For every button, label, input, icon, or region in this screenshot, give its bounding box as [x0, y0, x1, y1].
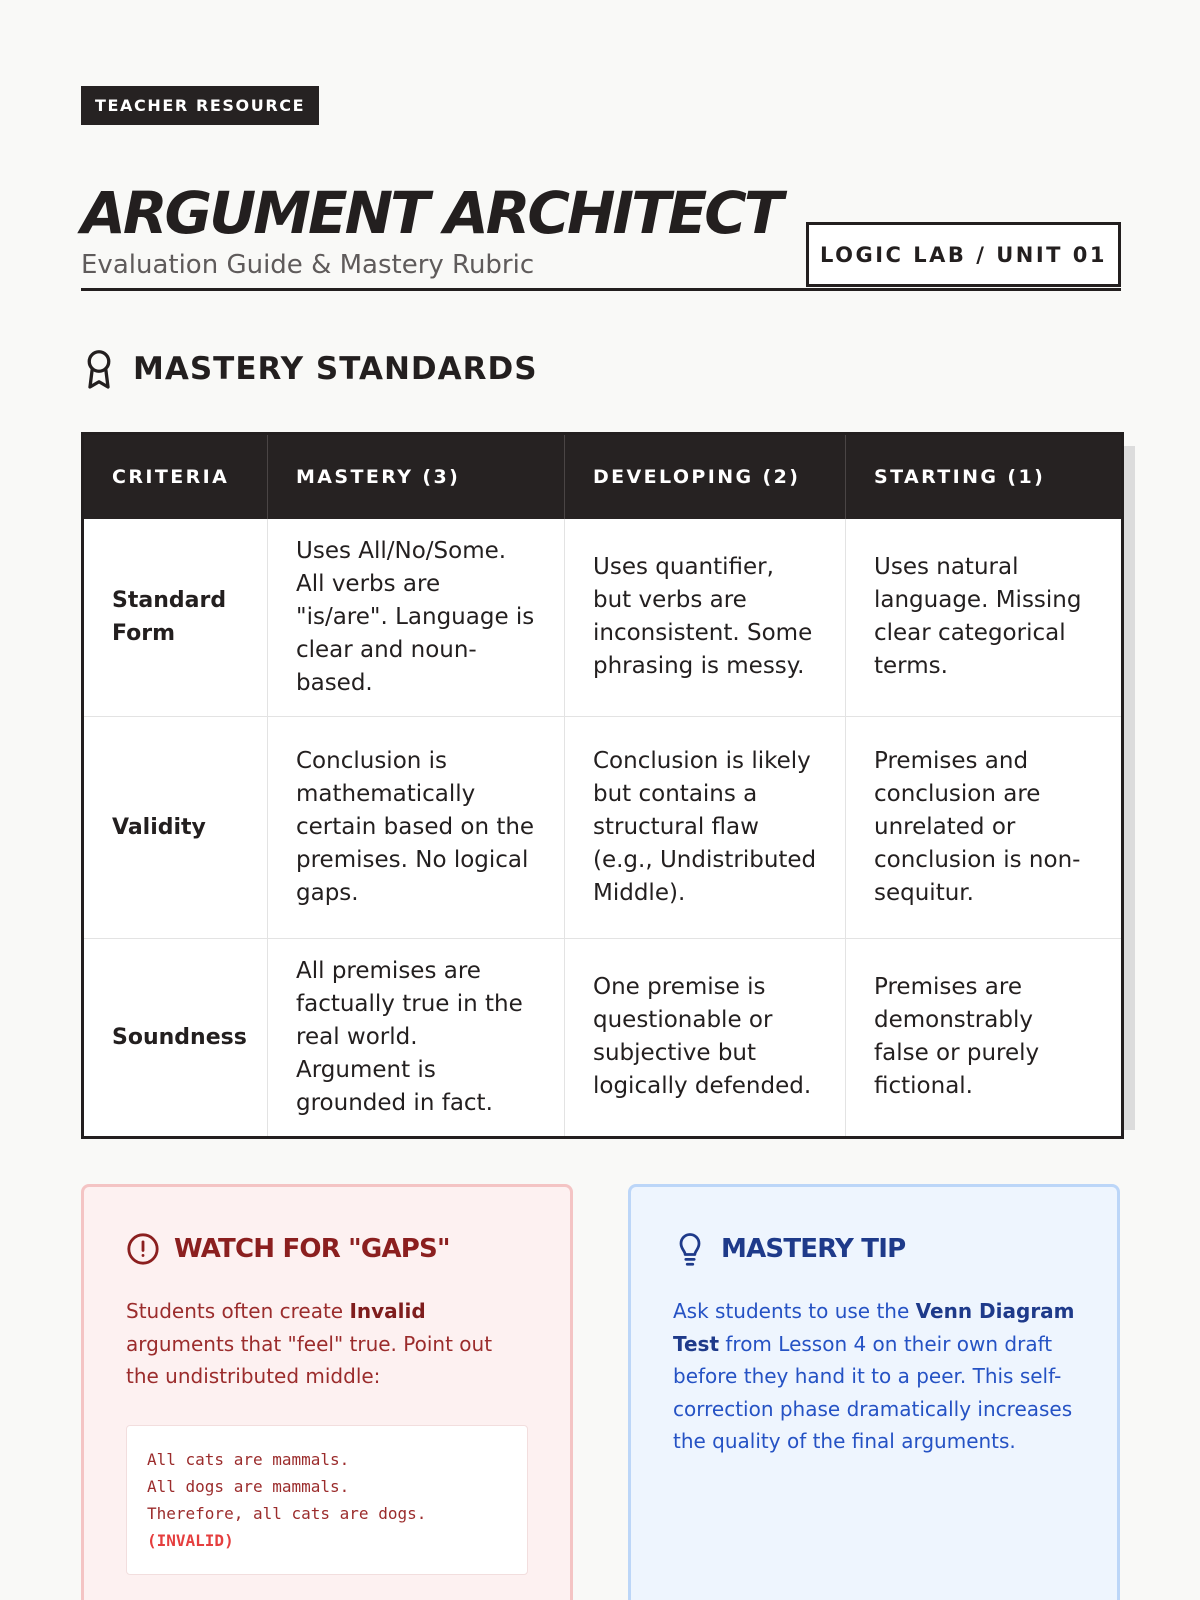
page-subtitle: Evaluation Guide & Mastery Rubric [81, 250, 535, 280]
developing-cell: Conclusion is likely but contains a structural flaw (e.g., Undistributed Middle). [565, 716, 846, 938]
mastery-cell: Conclusion is mathematically certain based on the premises. No logical gaps. [268, 716, 565, 938]
header-mastery: MASTERY (3) [268, 434, 565, 519]
mastery-cell: All premises are factually true in the real world. Argument is grounded in fact. [268, 938, 565, 1137]
table-header-row [83, 434, 1123, 519]
code-verdict: (INVALID) [147, 1530, 234, 1550]
table-row [83, 519, 1123, 717]
starting-cell: Premises and conclusion are unrelated or conclusion is non-sequitur. [846, 716, 1123, 938]
warning-text: Students often create Invalid arguments that "feel" true. Point out the undistributed middle: [126, 1299, 493, 1388]
header-starting: STARTING (1) [846, 434, 1123, 519]
example-code-block [126, 1425, 528, 1575]
developing-cell: One premise is questionable or subjective but logically defended. [565, 938, 846, 1137]
alert-circle-icon [126, 1231, 160, 1267]
award-ribbon-icon [81, 348, 117, 390]
starting-cell: Uses natural language. Missing clear categorical terms. [846, 519, 1123, 717]
warning-card [81, 1184, 573, 1600]
tip-text: Ask students to use the Venn Diagram Test from Lesson 4 on their own draft before they hand it to a peer. This self-correction phase dramatically increases the quality of the final arguments. [673, 1299, 1075, 1453]
rubric-table-container [81, 432, 1121, 1139]
unit-badge: LOGIC LAB / UNIT 01 [806, 222, 1121, 287]
table-row [83, 716, 1123, 938]
tip-heading [673, 1229, 1075, 1269]
criteria-cell: Validity [83, 716, 268, 938]
header [81, 86, 1121, 305]
mastery-cell: Uses All/No/Some. All verbs are "is/are". Language is clear and noun-based. [268, 519, 565, 717]
rubric-table [81, 432, 1124, 1139]
tip-card [628, 1184, 1120, 1600]
warning-heading [126, 1229, 528, 1269]
developing-cell: Uses quantifier, but verbs are inconsistent. Some phrasing is messy. [565, 519, 846, 717]
starting-cell: Premises are demonstrably false or purely fictional. [874, 974, 1040, 1099]
criteria-cell: Soundness [83, 938, 268, 1137]
page-title: ARGUMENT ARCHITECT [81, 179, 781, 247]
header-developing: DEVELOPING (2) [565, 434, 846, 519]
code-line: All cats are mammals. [147, 1449, 350, 1469]
tip-title: MASTERY TIP [721, 1234, 906, 1264]
warning-title: WATCH FOR "GAPS" [174, 1234, 450, 1264]
criteria-cell: Standard Form [83, 519, 268, 717]
section-title: MASTERY STANDARDS [133, 351, 538, 387]
section-heading [81, 346, 538, 392]
code-line: Therefore, all cats are dogs. [147, 1503, 427, 1523]
teacher-resource-tag: TEACHER RESOURCE [81, 86, 319, 125]
code-line: All dogs are mammals. [147, 1476, 350, 1496]
header-divider [81, 288, 1121, 291]
header-criteria: CRITERIA [83, 434, 268, 519]
table-row [83, 938, 1123, 1137]
lightbulb-icon [673, 1231, 707, 1267]
